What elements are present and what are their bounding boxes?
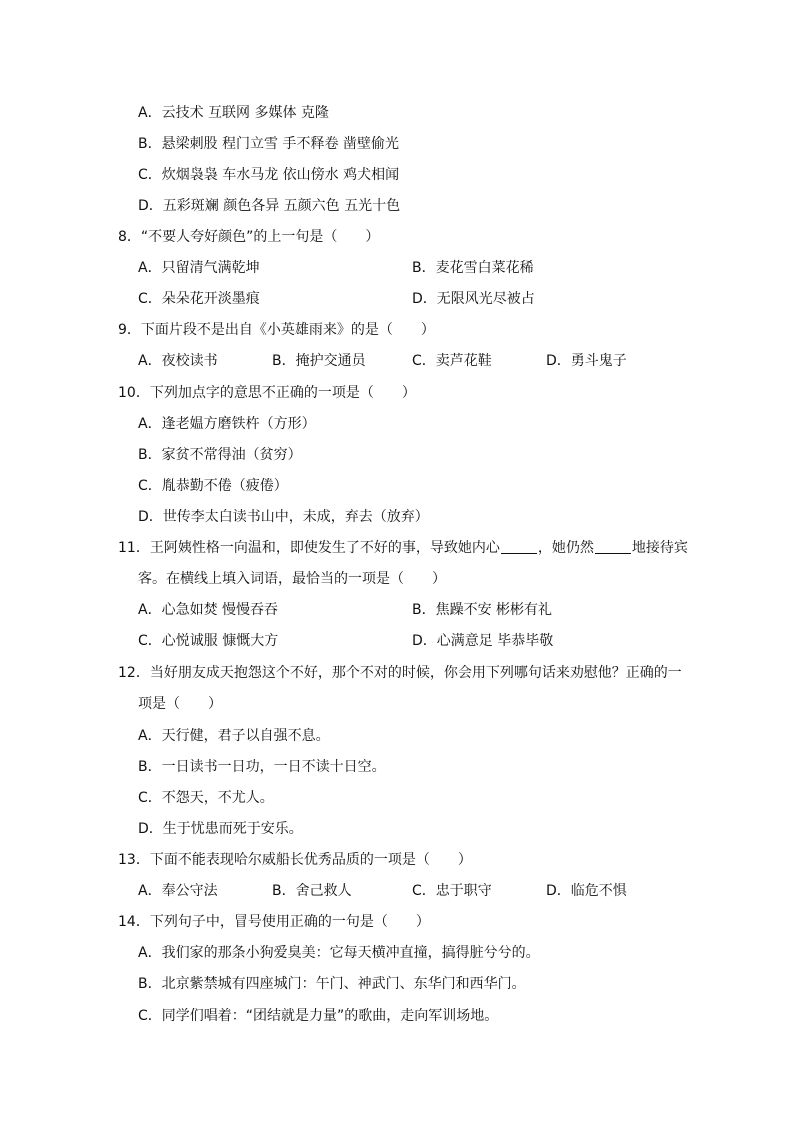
fill-blank-1 [501, 539, 537, 554]
q13-option-b: B．舍己救人 [272, 883, 352, 899]
q13-option-c: C．忠于职守 [412, 883, 492, 899]
q7-option-c: C．炊烟袅袅 车水马龙 依山傍水 鸡犬相闻 [138, 167, 400, 183]
q14-option-c: C．同学们唱着：“团结就是力量”的歌曲，走向军训场地。 [138, 1008, 499, 1024]
q12-option-d: D．生于忧患而死于安乐。 [138, 821, 303, 837]
q11-stem-line1 [118, 538, 688, 558]
q10-option-c: C．胤恭勤不倦（疲倦） [138, 478, 288, 494]
q11-option-a: A．心急如焚 慢慢吞吞 [138, 602, 279, 618]
q14-option-b: B．北京紫禁城有四座城门：午门、神武门、东华门和西华门。 [138, 976, 526, 992]
q11-option-b: B．焦躁不安 彬彬有礼 [412, 602, 553, 618]
q8-option-d: D．无限风光尽被占 [412, 291, 535, 307]
q12-stem-line1: 12．当好朋友成天抱怨这个不好，那个不对的时候，你会用下列哪句话来劝慰他？正确的一 [118, 665, 682, 681]
q11-option-c: C．心悦诚服 慷慨大方 [138, 633, 279, 649]
q8-stem: 8．“不要人夸好颜色”的上一句是（ ） [118, 229, 380, 245]
q11-stem-line2: 客。在横线上填入词语，最恰当的一项是（ ） [138, 571, 446, 587]
q12-option-b: B．一日读书一日功，一日不读十日空。 [138, 759, 386, 775]
q8-option-a: A．只留清气满乾坤 [138, 260, 260, 276]
q12-option-c: C．不怨天，不尤人。 [138, 790, 274, 806]
q14-stem: 14．下列句子中，冒号使用正确的一句是（ ） [118, 914, 430, 930]
q9-stem: 9．下面片段不是出自《小英雄雨来》的是（ ） [118, 322, 435, 338]
q13-option-d: D．临危不惧 [546, 883, 627, 899]
q7-option-d: D．五彩斑斓 颜色各异 五颜六色 五光十色 [138, 198, 401, 214]
q13-stem: 13．下面不能表现哈尔威船长优秀品质的一项是（ ） [118, 852, 472, 868]
q9-option-b: B．掩护交通员 [272, 353, 366, 369]
q13-option-a: A．奉公守法 [138, 883, 218, 899]
q8-option-c: C．朵朵花开淡墨痕 [138, 291, 260, 307]
q14-option-a: A．我们家的那条小狗爱臭美：它每天横冲直撞，搞得脏兮兮的。 [138, 945, 540, 961]
q9-option-a: A．夜校读书 [138, 353, 218, 369]
q12-option-a: A．天行健，君子以自强不息。 [138, 728, 330, 744]
q11-stem-part-b: ，她仍然 [537, 540, 594, 556]
q10-option-a: A．逢老媪方磨铁杵（方形） [138, 416, 316, 432]
q9-option-c: C．卖芦花鞋 [412, 353, 492, 369]
q11-option-d: D．心满意足 毕恭毕敬 [412, 633, 554, 649]
q7-option-b: B．悬梁刺股 程门立雪 手不释卷 凿壁偷光 [138, 136, 399, 152]
q9-option-d: D．勇斗鬼子 [546, 353, 627, 369]
q10-option-b: B．家贫不常得油（贫穷） [138, 447, 302, 463]
q12-stem-line2: 项是（ ） [138, 696, 222, 712]
q10-stem: 10．下列加点字的意思不正确的一项是（ ） [118, 385, 416, 401]
q11-stem-part-a: 11．王阿姨性格一向温和，即使发生了不好的事，导致她内心 [118, 540, 500, 556]
q8-option-b: B．麦花雪白菜花稀 [412, 260, 534, 276]
q10-option-d: D．世传李太白读书山中，未成，弃去（放弃） [138, 509, 429, 525]
fill-blank-2 [595, 539, 631, 554]
q11-stem-part-c: 地接待宾 [631, 540, 688, 556]
q7-option-a: A．云技术 互联网 多媒体 克隆 [138, 105, 329, 121]
